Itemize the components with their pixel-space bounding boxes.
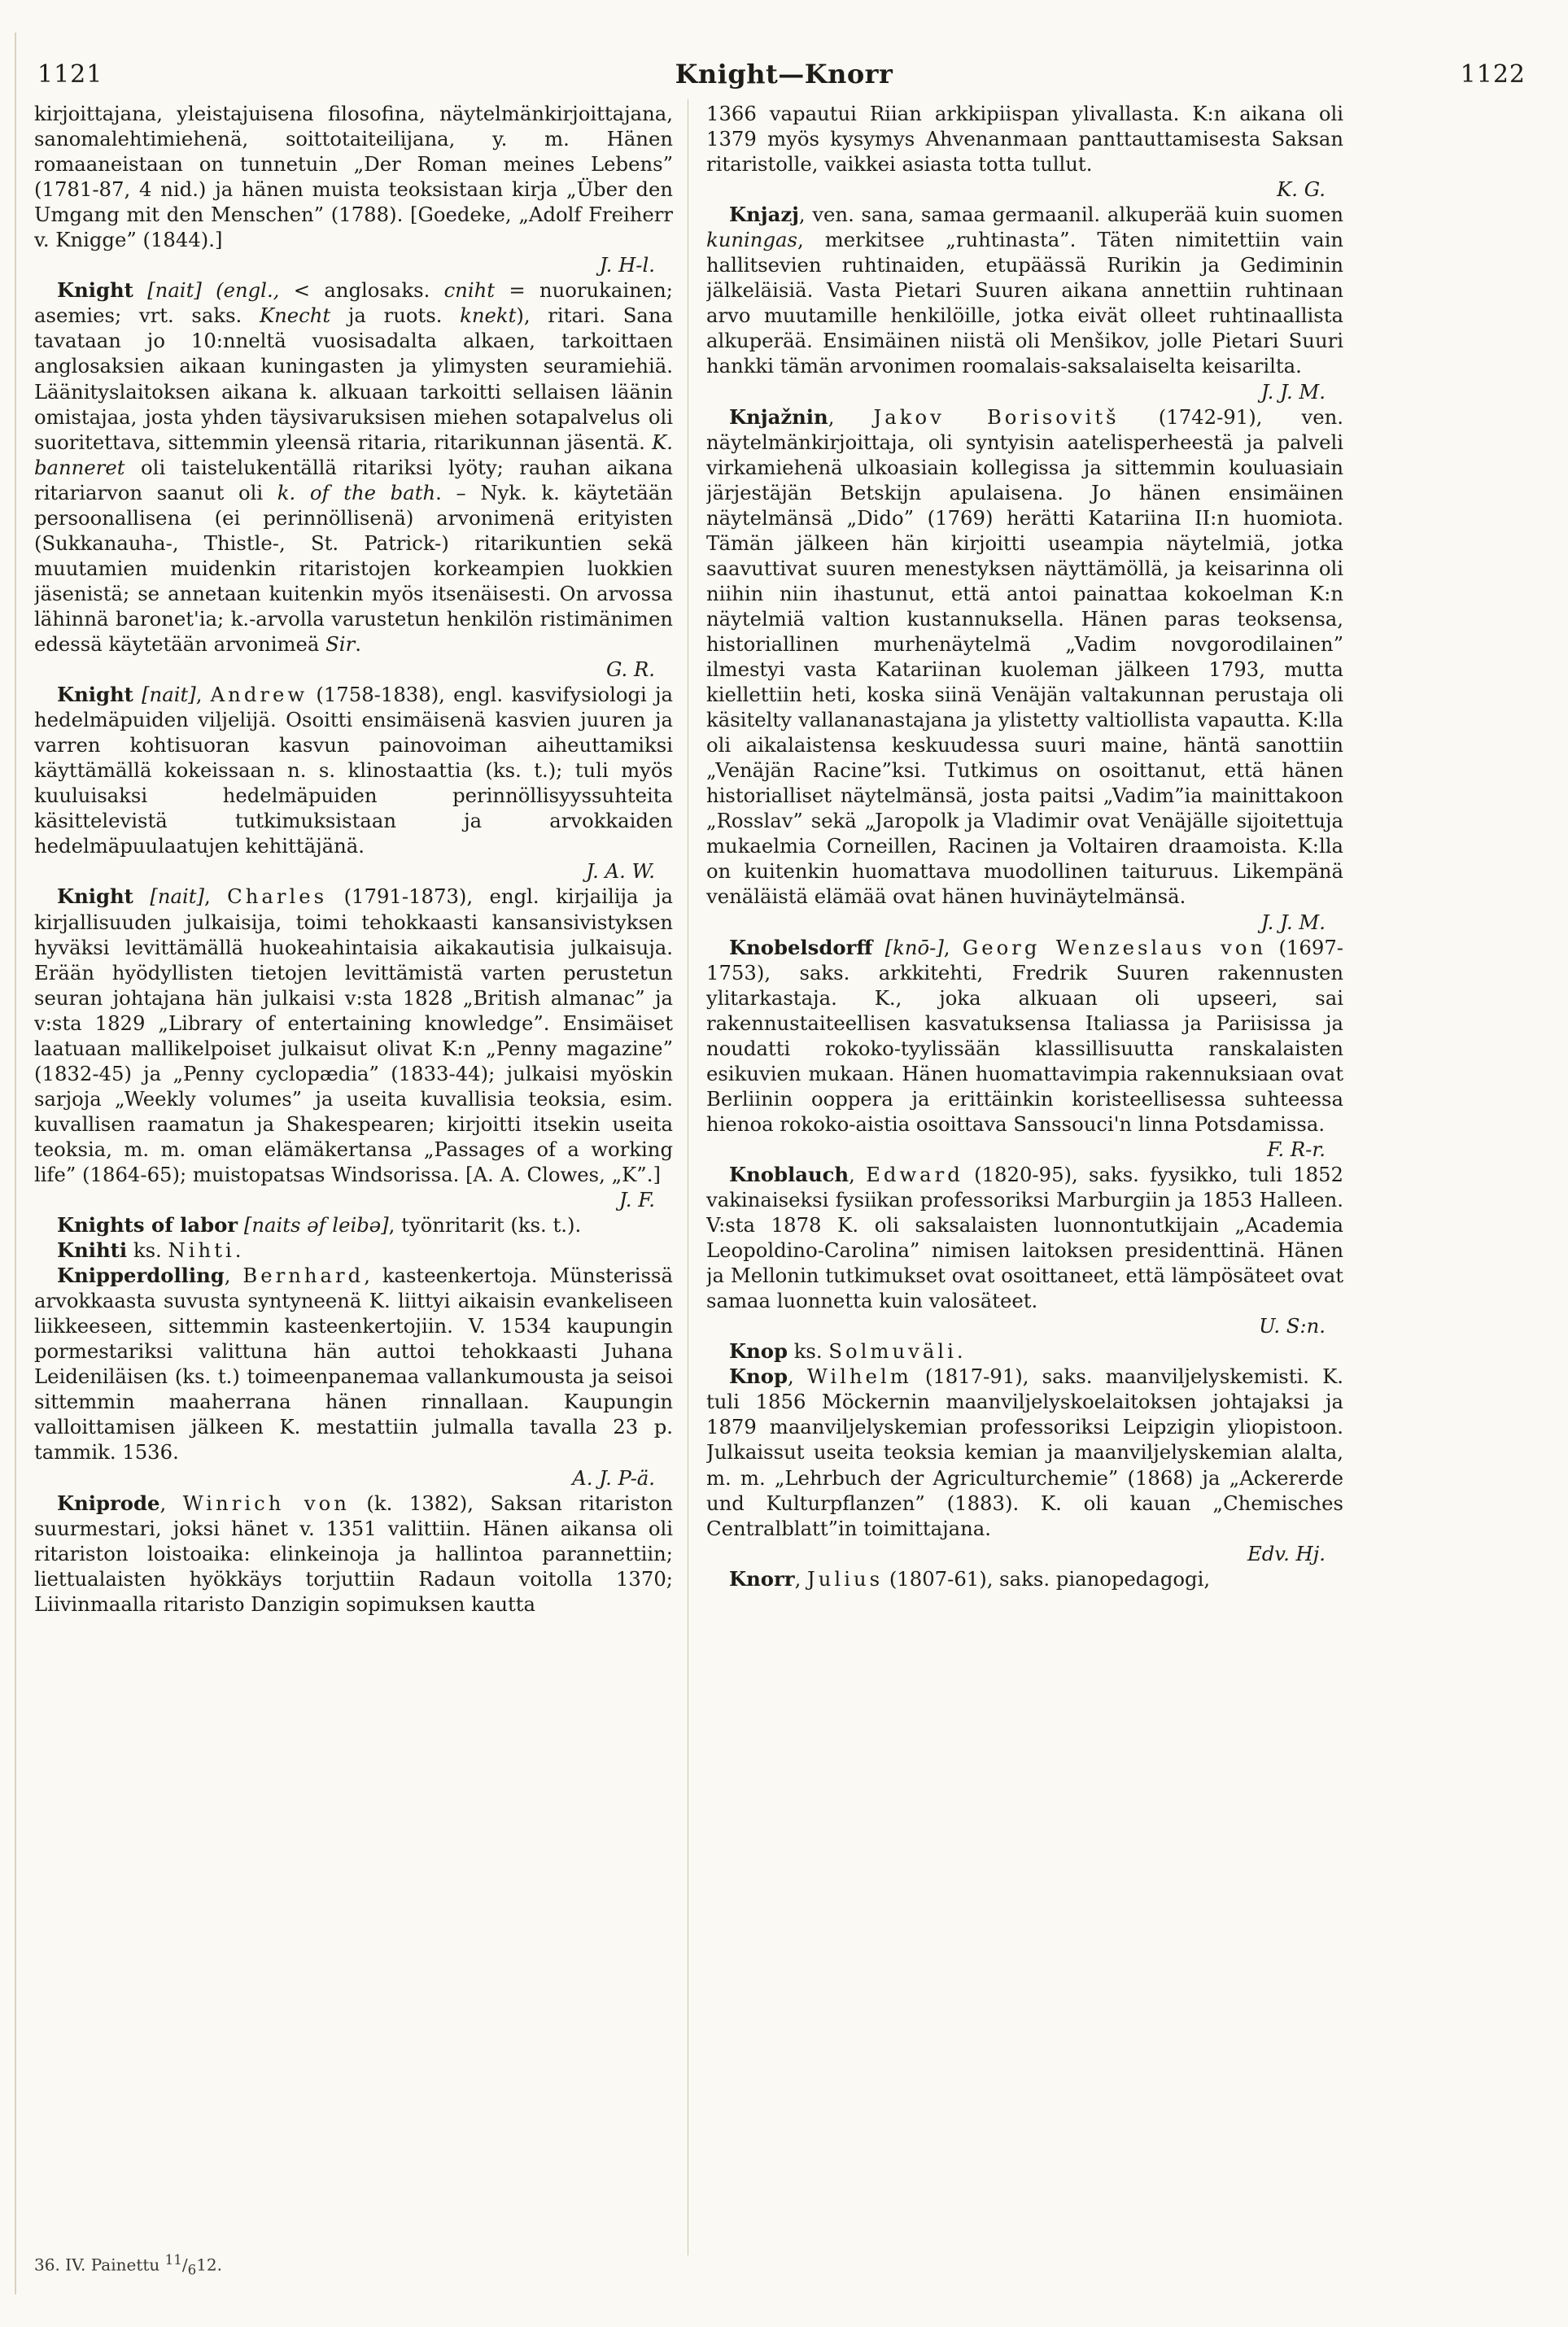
- entry-knop-wilhelm: Knop, Wilhelm (1817-91), saks. maanviljelyskemisti. K. tuli 1856 Möckernin maanviljelyskoelaitoksen johtajaksi ja 1879 maanviljelyskemian professoriksi Leipzigin yliopistoon. Julkaissut useita teoksia kemian ja maanviljelyskemian alalta, m. m. „Lehrbuch der Agriculturchemie” (1868) ja „Ackererde und Kulturpflanzen” (1883). K. oli kauan „Chemisches Centralblatt”in toimittajana. Edv. Hj.: [706, 1364, 1343, 1565]
- entry-knight-charles: Knight [nait], Charles (1791-1873), engl. kirjailija ja kirjallisuuden julkaisija, toimi tehokkaasti kansansivistyksen hyväksi levittämällä huokeahintaisia aikakautisia julkaisuja. Erään hyödyllisten tietojen levittämistä varten perustetun seuran johtajana hän julkaisi v:sta 1828 „British almanac” ja v:sta 1829 „Library of entertaining knowledge”. Ensimäiset laatuaan mallikelpoiset julkaisut olivat K:n „Penny magazine” (1832-45) ja „Penny cyclopædia” (1833-44); julkaisi myöskin sarjoja „Weekly volumes” ja useita kuvallisia teoksia, esim. kuvallisen raamatun ja Shakespearen; kirjoitti itsekin useita teoksia, m. m. oman elämäkertansa „Passages of a working life” (1864-65); muistopatsas Windsorissa. [A. A. Clowes, „K”.] J. F.: [34, 884, 673, 1212]
- headword: Knop: [729, 1339, 788, 1364]
- entry-continuation: kirjoittajana, yleistajuisena filosofina, näytelmänkirjoittajana, sanomalehtimiehenä, soittotaiteilijana, y. m. Hänen romaaneistaan on tunnetuin „Der Roman meines Lebens” (1781-87, 4 nid.) ja hänen muista teoksistaan kirja „Über den Umgang mit den Menschen” (1788). [Goedeke, „Adolf Freiherr v. Knigge” (1844).] J. H-l.: [34, 102, 673, 277]
- entry-signature: G. R.: [605, 657, 655, 682]
- pronunciation: [nait]: [150, 884, 204, 909]
- entry-signature: J. A. W.: [586, 859, 655, 884]
- right-column: [706, 101, 1343, 2249]
- cross-reference: Nihti: [168, 1238, 235, 1263]
- print-signature-footer: 36. IV. Painettu $^{11}/_612$.: [34, 2252, 223, 2278]
- person-name: Wilhelm: [806, 1364, 912, 1389]
- headword: Knight: [57, 884, 133, 909]
- entry-signature: K. G.: [1277, 177, 1326, 202]
- entry-knoblauch: Knoblauch, Edward (1820-95), saks. fyysikko, tuli 1852 vakinaiseksi fysiikan professoriksi Marburgiin ja 1853 Halleen. V:sta 1878 K. oli saksalaisten luonnontutkijain „Academia Leopoldino-Carolina” nimisen laitoksen presidenttinä. Hänen ja Mellonin tutkimukset ovat osoittaneet, että lämpösäteet ovat samaa luonnetta kuin valosäteet. U. S:n.: [706, 1162, 1343, 1338]
- page-number-right: 1122: [1460, 60, 1526, 89]
- entry-knight-general: Knight [nait] (engl., < anglosaks. cniht = nuorukainen; asemies; vrt. saks. Knecht ja ruots. knekt), ritari. Sana tavataan jo 10:nneltä vuosisadalta alkaen, tarkoittaen anglosaksien aikaan kuningasten ja ylimysten seuramiehiä. Läänityslaitoksen aikana k. alkuaan tarkoitti sellaisen läänin omistajaa, josta yhden täysivaruksisen miehen sotapalvelus oli suoritettava, sittemmin yleensä ritaria, ritarikunnan jäsentä. K. banneret oli taistelukentällä ritariksi lyöty; rauhan aikana ritariarvon saanut oli k. of the bath. – Nyk. k. käytetään persoonallisena (ei perinnöllisenä) arvonimenä erityisten (Sukkanauha-, Thistle-, St. Patrick-) ritarikuntien sekä muutamien muidenkin ritaristojen korkeampien luokkien jäsenistä; se annetaan kuitenkin myös itsenäisesti. On arvossa lähinnä baronet'ia; k.-arvolla varustetun henkilön ristimänimen edessä käytetään arvonimeä Sir. G. R.: [34, 278, 673, 682]
- entry-knight-andrew: Knight [nait], Andrew (1758-1838), engl. kasvifysiologi ja hedelmäpuiden viljelijä. Osoitti ensimäisenä kasvien juuren ja varren kohtisuoran kasvun painovoiman aiheuttamiksi käyttämällä kokeissaan n. s. klinostaattia (ks. t.); tuli myös kuuluisaksi hedelmäpuiden perinnöllisyyssuhteita käsittelevistä tutkimuksistaan ja arvokkaiden hedelmäpuulaatujen kehittäjänä. J. A. W.: [34, 683, 673, 884]
- person-name: Winrich von: [182, 1491, 350, 1515]
- entry-signature: A. J. P-ä.: [572, 1465, 655, 1490]
- entry-knipperdolling: Knipperdolling, Bernhard, kasteenkertoja. Münsterissä arvokkaasta suvusta syntyneenä K. liittyi aikaisin evankeliseen liikkeeseen, sittemmin kasteenkertojiin. V. 1534 kaupungin pormestariksi valittuna hän auttoi tehokkaasti Juhana Leideniläisen (ks. t.) toimeenpanemaa vallankumousta ja seisoi sittemmin maaherrana hänen rinnallaan. Kaupungin valloittamisen jälkeen K. mestattiin julmalla tavalla 23 p. tammik. 1536. A. J. P-ä.: [34, 1264, 673, 1490]
- headword: Knights of labor: [57, 1213, 238, 1238]
- pronunciation: [knō-]: [884, 935, 944, 959]
- person-name: Andrew: [210, 683, 308, 707]
- cross-reference: Solmuväli: [828, 1339, 957, 1364]
- entry-knjaznin: Knjažnin, Jakov Borisovitš (1742-91), ven. näytelmänkirjoittaja, oli syntyisin aatelisperheestä ja palveli virkamiehenä ulkoasiain kollegissa ja sittemmin kouluasiain järjestäjän Betskijn apulaisena. Jo hänen ensimäinen näytelmänsä „Dido” (1769) herätti Katariina II:n huomiota. Tämän jälkeen hän kirjoitti useampia näytelmiä, jotka saavuttivat suuren menestyksen näyttämöllä, ja keisarinna oli niihin niin ihastunut, että antoi painattaa kokoelman K:n näytelmiä valtion kustannuksella. Hänen paras teoksensa, historiallinen murhenäytelmä „Vadim novgorodilainen” ilmestyi vasta Katariinan kuoleman jälkeen 1793, mutta kiellettiin heti, koska siinä Venäjän valtakunnan perustaja oli käsitelty vallananastajana ja ylistetty valtiollista vapautta. K:lla oli aikalaistensa keskuudessa suuri maine, häntä sanottiin „Venäjän Racine”ksi. Tutkimus on osoittanut, että hänen historialliset näytelmänsä, josta paitsi „Vadim”ia mainittakoon „Rosslav” sekä „Jaropolk ja Vladimir ovat Venäjälle sijoitettuja mukaelmia Corneillen, Racinen ja Voltairen draamoista. K:lla on kuitenkin huomattava muodollinen taituruus. Likempänä venäläistä elämää ovat hänen huvinäytelmänsä. J. J. M.: [706, 404, 1343, 934]
- page-edge: [15, 33, 16, 2294]
- headword: Knight: [57, 683, 133, 707]
- entry-kniprode: Kniprode, Winrich von (k. 1382), Saksan ritariston suurmestari, joksi hänet v. 1351 valittiin. Hänen aikansa oli ritariston loistoaika: elinkeinoja ja hallintoa parannettiin; liettualaisten hyökkäys torjuttiin Radaun voitolla 1370; Liivinmaalla ritaristo Danzigin sopimuksen kautta: [34, 1491, 673, 1616]
- entry-signature: J. F.: [618, 1188, 655, 1212]
- running-head: Knight—Knorr: [675, 59, 893, 90]
- entry-knop-reference: Knop ks. Solmuväli.: [729, 1339, 963, 1364]
- headword: Knobelsdorff: [729, 935, 873, 959]
- entry-continuation: 1366 vapautui Riian arkkipiispan ylivallasta. K:n aikana oli 1379 myös kysymys Ahvenanmaan panttauttamisesta Saksan ritaristolle, vaikkei asiasta totta tullut. K. G.: [706, 102, 1343, 202]
- less-than-icon: <: [293, 278, 311, 303]
- entry-knobelsdorff: Knobelsdorff [knō-], Georg Wenzeslaus von (1697-1753), saks. arkkitehti, Fredrik Suuren rakennusten ylitarkastaja. K., joka alkuaan oli upseeri, sai rakennustaiteellisen kasvatuksensa Italiassa ja Pariisissa ja noudatti rokoko-tyylissään klassillisuutta ranskalaisten esikuvien mukaan. Hänen huomattavimpia rakennuksiaan ovat Berliinin ooppera ja erittäinkin koristeellisessa suhteessa hienoa rokoko-aistia osoittava Sanssouci'n linna Potsdamissa. F. R-r.: [706, 935, 1343, 1161]
- page-number-left: 1121: [37, 60, 103, 89]
- pronunciation: [nait]: [147, 278, 202, 303]
- headword: Knorr: [729, 1566, 795, 1591]
- entry-knihti: Knihti ks. Nihti.: [57, 1238, 242, 1263]
- headword: Knight: [57, 278, 133, 303]
- headword: Knihti: [57, 1238, 128, 1263]
- entry-signature: J. H-l.: [599, 253, 655, 277]
- left-column: [34, 101, 673, 2249]
- pronunciation: [nait]: [142, 683, 196, 707]
- pronunciation: [naits əf leibə]: [243, 1213, 389, 1238]
- headword: Knipperdolling: [57, 1264, 225, 1288]
- person-name: Julius: [807, 1566, 884, 1591]
- entry-signature: J. J. M.: [1260, 910, 1326, 934]
- headword: Kniprode: [57, 1491, 160, 1515]
- entry-signature: J. J. M.: [1260, 379, 1326, 404]
- entry-signature: Edv. Hj.: [1247, 1541, 1326, 1565]
- person-name: Charles: [227, 884, 328, 909]
- person-name: Edward: [866, 1162, 963, 1186]
- entry-knjazj: Knjazj, ven. sana, samaa germaanil. alkuperää kuin suomen kuningas, merkitsee „ruhtinasta”. Täten nimitettiin vain hallitsevien ruhtinaiden, etupäässä Rurikin ja Gediminin jälkeläisiä. Vasta Pietari Suuren aikana annettiin ruhtinaan arvo muutamille henkilöille, jotka eivät olleet ruhtinaallista alkuperää. Ensimäinen niistä oli Menšikov, jolle Pietari Suuri hankki tämän arvonimen roomalais-saksalaiselta keisarilta. J. J. M.: [706, 203, 1343, 404]
- entry-signature: U. S:n.: [1259, 1314, 1326, 1338]
- headword: Knoblauch: [729, 1162, 850, 1186]
- entry-signature: F. R-r.: [1267, 1137, 1326, 1161]
- entry-knorr: Knorr, Julius (1807-61), saks. pianopedagogi,: [729, 1566, 1211, 1591]
- entry-knights-of-labor: Knights of labor [naits əf leibə], työnritarit (ks. t.).: [57, 1213, 582, 1238]
- headword: Knjazj: [729, 203, 799, 227]
- headword: Knop: [729, 1364, 788, 1389]
- person-name: Bernhard: [242, 1264, 365, 1288]
- headword: Knjažnin: [729, 404, 828, 429]
- person-name: Georg Wenzeslaus von: [962, 935, 1267, 959]
- person-name: Jakov Borisovitš: [873, 404, 1120, 429]
